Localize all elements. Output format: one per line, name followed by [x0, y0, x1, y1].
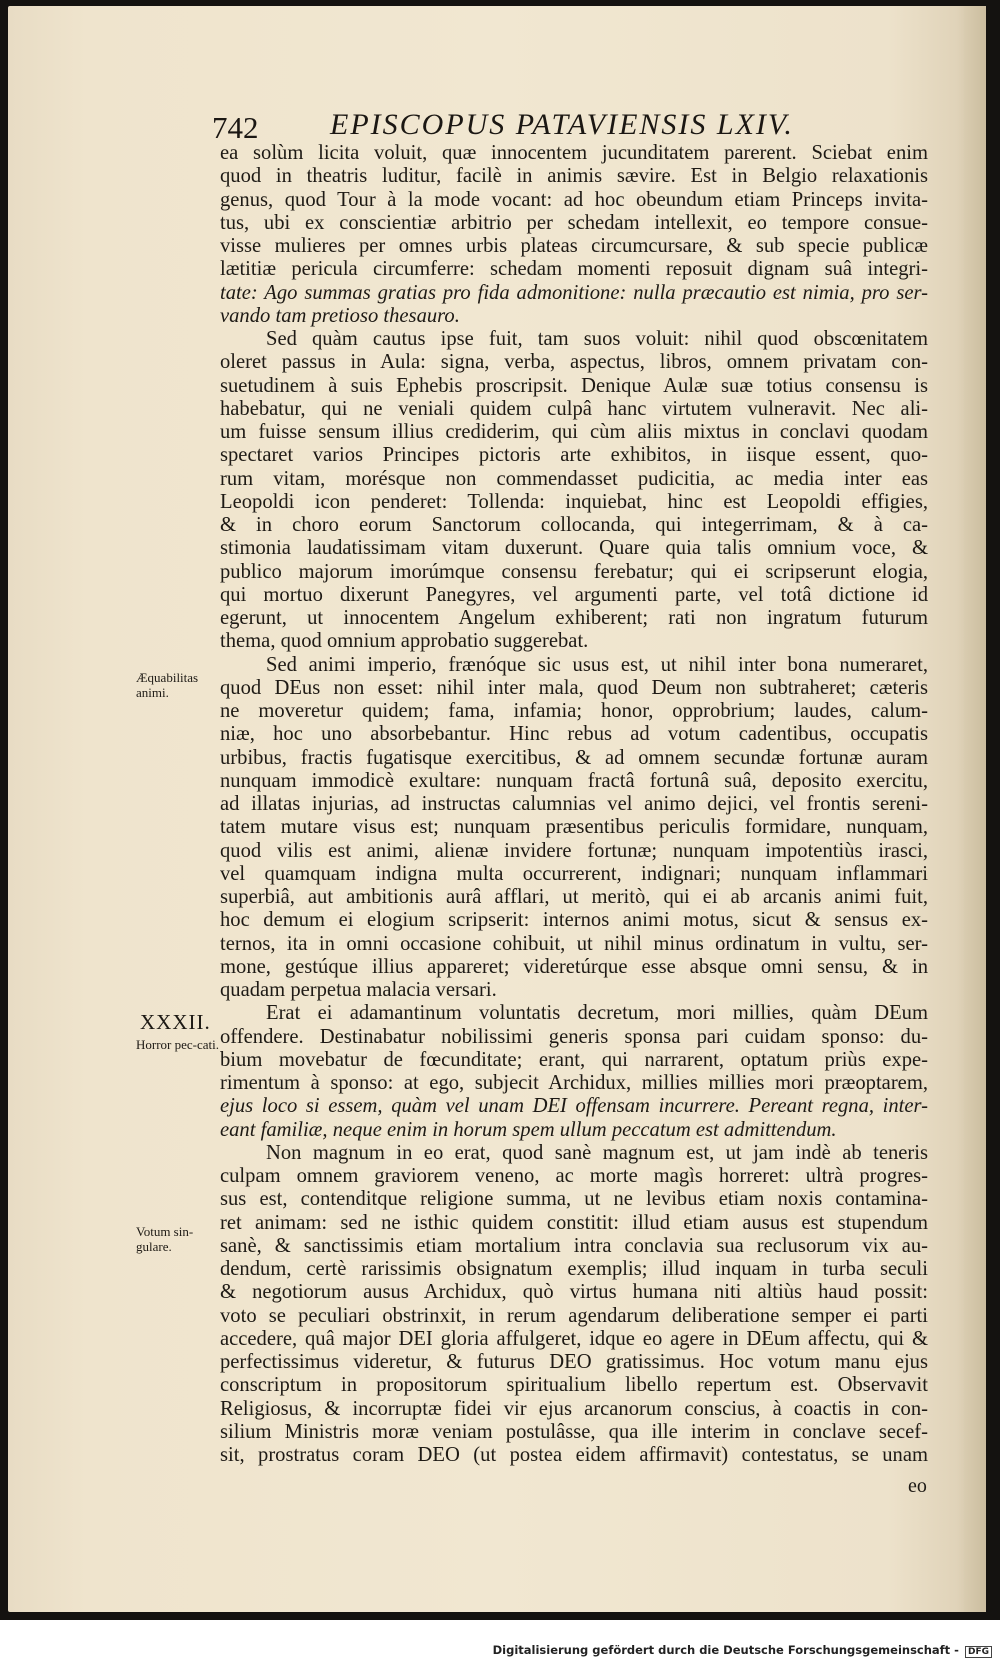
text-line: qui mortuo dixerunt Panegyres, vel argumenti parte, vel totâ dictione id [220, 583, 928, 606]
text-line: publico majorum imorúmque consensu ferebatur; qui ei scripserunt elogia, [220, 560, 928, 583]
text-line: accedere, quâ major DEI gloria affulgeret, idque eo agere in DEum affectu, qui & [220, 1327, 928, 1350]
text-line: hoc demum ei elogium scripserit: internos animi motus, sicut & sensus ex- [220, 909, 928, 932]
text-line: & negotiorum ausus Archidux, quò virtus humana niti altiùs haud possit: [220, 1281, 928, 1304]
text-line: ne moveretur quidem; fama, infamia; honor, opprobrium; laudes, calum- [220, 700, 928, 722]
text-line: tus, ubi ex conscientiæ arbitrio per schedam intellexit, eo tempore consue- [220, 211, 928, 234]
text-line: niæ, hoc uno absorbebantur. Hinc rebus ad votum cadentibus, occupatis [220, 723, 928, 746]
text-line: tatem mutare visus est; nunquam præsentibus periculis formidare, nunquam, [220, 816, 928, 839]
text-line: ret animam: sed ne isthic quidem constitit: illud etiam ausus est stupendum [220, 1211, 928, 1234]
running-title: EPISCOPUS PATAVIENSIS LXIV. [330, 108, 794, 141]
text-line: Non magnum in eo erat, quod sanè magnum est, ut jam indè ab teneris [266, 1141, 928, 1164]
text-line: quod in theatris luditur, facilè in animis sævire. Est in Belgio relaxationis [220, 165, 928, 188]
text-line: stimonia laudatissimam vitam duxerunt. Quare quia talis omnium voce, & [220, 537, 928, 560]
text-line: um fuisse sensum illius crediderim, qui cùm aliis mixtus in conclavi quodam [220, 421, 928, 443]
text-line: nunquam immodicè exultare: nunquam fractâ fortunâ suâ, deposito exercitu, [220, 769, 928, 792]
text-line: sit, prostratus coram DEO (ut postea eidem affirmavit) contestatus, se unam [220, 1444, 928, 1466]
text-line: ejus loco si essem, quàm vel unam DEI offensam incurrere. Pereant regna, inter- [220, 1095, 928, 1118]
text-line: spectaret varios Principes pictoris arte exhibitos, in iisque essent, quo- [220, 444, 928, 467]
text-line: offendere. Destinabatur nobilissimi generis sponsa pari cuidam sponso: du- [220, 1025, 928, 1048]
text-line: suetudinem à suis Ephebis proscripsit. Denique Aulæ suæ totius consensu is [220, 374, 928, 397]
text-line: Leopoldi icon penderet: Tollenda: inquiebat, hinc est Leopoldi effigies, [220, 490, 928, 513]
text-line: rum vitam, morésque non commendasset pudicitia, ac media inter eas [220, 467, 928, 490]
text-line: quod vilis est animi, alienæ invidere fortunæ; nunquam impotentiùs irasci, [220, 839, 928, 862]
text-line: sanè, & sanctissimis etiam mortalium intra conclavia sua reclusorum vix au- [220, 1234, 928, 1257]
text-line: Sed animi imperio, frænóque sic usus est, ut nihil inter bona numeraret, [266, 653, 928, 676]
margin-note-aequabilitas: Æquabilitas animi. [136, 670, 199, 700]
text-line: rimentum à sponso: at ego, subjecit Archidux, millies millies mori præoptarem, [220, 1072, 928, 1094]
text-line: Sed quàm cautus ipse fuit, tam suos voluit: nihil quod obscœnitatem [266, 328, 928, 350]
text-line: Erat ei adamantinum voluntatis decretum, mori millies, quàm DEum [266, 1002, 928, 1025]
text-line: dendum, certè rarissimis obsignatum exemplis; illud inquam in turba seculi [220, 1258, 928, 1280]
text-line: superbiâ, aut ambitionis aurâ afflari, ut meritò, qui ei ab arcanis animi fuit, [220, 886, 928, 908]
dfg-logo-icon: DFG [965, 1646, 992, 1658]
catchword: eo [908, 1475, 927, 1497]
text-line: visse mulieres per omnes urbis plateas circumcursare, & sub specie publicæ [220, 235, 928, 257]
dfg-credit-text: Digitalisierung gefördert durch die Deutsche Forschungsgemeinschaft - [492, 1643, 959, 1657]
text-line: quod DEus non esset: nihil inter mala, quod Deum non subtraheret; cæteris [220, 676, 928, 699]
text-line: vel quamquam indigna multa occurrerent, indignari; nunquam inflammari [220, 862, 928, 885]
text-line: silium Ministris moræ veniam postulâsse, qua ille interim in conclave secef- [220, 1420, 928, 1443]
text-line: eant familiæ, neque enim in horum spem ullum peccatum est admittendum. [220, 1118, 837, 1141]
text-line: ternos, ita in omni occasione cohibuit, ut nihil minus ordinatum in vultu, ser- [220, 932, 928, 955]
text-line: ad illatas injurias, ad instructas calumnias vel animo dejici, vel frontis sereni- [220, 793, 928, 815]
text-line: tate: Ago summas gratias pro fida admonitione: nulla præcautio est nimia, pro ser- [220, 281, 928, 304]
text-line: quadam perpetua malacia versari. [220, 979, 497, 1001]
text-line: perfectissimus videretur, & futurus DEO gratissimus. Hoc votum manu ejus [220, 1351, 928, 1373]
text-line: ea solùm licita voluit, quæ innocentem jucunditatem parerent. Sciebat enim [220, 142, 928, 164]
text-line: genus, quod Tour à la mode vocant: ad hoc obeundum etiam Princeps invita- [220, 188, 928, 211]
section-number: XXXII. [140, 1010, 211, 1034]
text-line: voto se peculiari obstrinxit, in rerum agendarum deliberatione semper ei parti [220, 1304, 928, 1327]
text-line: oleret passus in Aula: signa, verba, aspectus, libros, omnem privatam con- [220, 351, 928, 374]
text-line: egerunt, ut innocentem Angelum exhiberent; rati non ingratum futurum [220, 607, 928, 629]
text-line: urbibus, fractis fugatisque exercitibus, & ad omnem secundæ fortunæ auram [220, 746, 928, 769]
text-line: bium movebatur de fœcunditate; erant, qui narrarent, optatum priùs expe- [220, 1048, 928, 1071]
margin-note-votum: Votum sin-gulare. [136, 1224, 194, 1254]
body-text [220, 142, 928, 1467]
text-line: mone, gestúque illius appareret; videretúrque esse absque omni sensu, & in [220, 955, 928, 978]
page-edge [964, 6, 986, 1612]
text-line: sus est, contenditque religione summa, ut ne levibus etiam noxis contamina- [220, 1188, 928, 1211]
page-number: 742 [212, 110, 259, 145]
text-line: conscriptum in propositorum spiritualium libello repertum est. Observavit [220, 1374, 928, 1397]
text-line: vando tam pretioso thesauro. [220, 304, 460, 327]
text-line: & in choro eorum Sanctorum collocanda, qui integerrimam, & à ca- [220, 514, 928, 536]
margin-note-horror: Horror pec-cati. [136, 1037, 220, 1052]
footer-bar [0, 1620, 1000, 1659]
text-line: Religiosus, & incorruptæ fidei vir ejus arcanorum conscius, à coactis in con- [220, 1397, 928, 1420]
text-line: culpam omnem graviorem veneno, ac morte magìs horreret: ultrà progres- [220, 1165, 928, 1187]
dfg-credit [493, 1643, 992, 1658]
text-line: lætitiæ pericula circumferre: schedam momenti reposuit dignam suâ integri- [220, 258, 928, 281]
text-line: habebatur, qui ne veniali quidem culpâ hanc virtutem vulneravit. Nec ali- [220, 397, 928, 420]
text-line: thema, quod omnium approbatio suggerebat. [220, 630, 589, 653]
